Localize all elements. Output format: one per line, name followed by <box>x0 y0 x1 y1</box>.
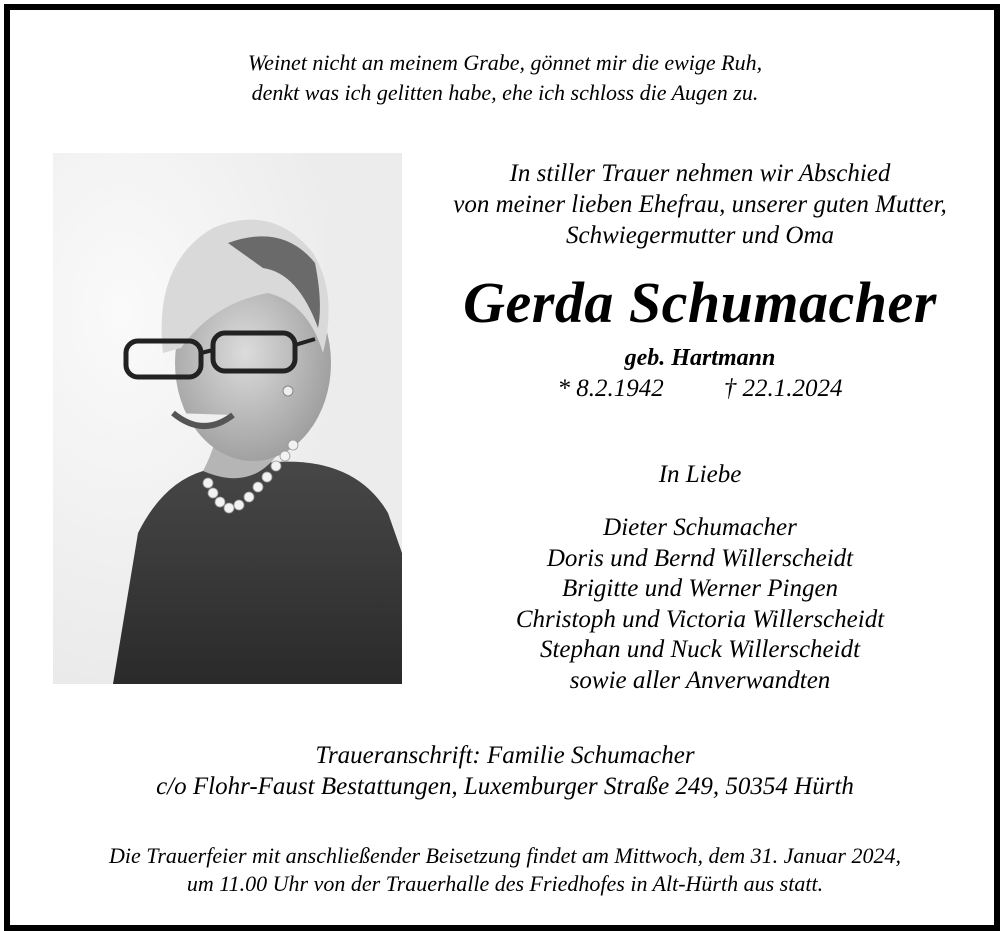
mourner-item: Brigitte und Werner Pingen <box>561 575 839 602</box>
mourner-item: Dieter Schumacher <box>603 514 797 541</box>
death-date: † 22.1.2024 <box>723 375 843 402</box>
ceremony-line-2: um 11.00 Uhr von der Trauerhalle des Friedhofes in Alt-Hürth aus statt. <box>186 871 824 896</box>
intro-line-1: In stiller Trauer nehmen wir Abschied <box>509 160 891 187</box>
ceremony-line-1: Die Trauerfeier mit anschließender Beisetzung findet am Mittwoch, dem 31. Januar 2024, <box>109 843 901 868</box>
maiden-name: geb. Hartmann <box>624 345 776 371</box>
intro-line-3: Schwiegermutter und Oma <box>565 222 835 249</box>
deceased-name: Gerda Schumacher <box>463 270 937 335</box>
intro-line-2: von meiner lieben Ehefrau, unserer guten Mutter, <box>453 191 947 218</box>
life-dates <box>430 374 970 404</box>
mourner-item: sowie aller Anverwandten <box>569 666 831 694</box>
mourner-item: Stephan und Nuck Willerscheidt <box>539 636 861 663</box>
mourners-list <box>430 513 970 696</box>
portrait-photo <box>53 153 402 684</box>
portrait-illustration <box>53 153 402 684</box>
address-line-1: Traueranschrift: Familie Schumacher <box>315 742 695 769</box>
mourner-item: Doris und Bernd Willerscheidt <box>546 544 854 572</box>
love-line: In Liebe <box>658 461 742 488</box>
address-line-2: c/o Flohr-Faust Bestattungen, Luxemburger Straße 249, 50354 Hürth <box>156 773 854 800</box>
motto-line-1: Weinet nicht an meinem Grabe, gönnet mir die ewige Ruh, <box>247 50 763 75</box>
ceremony-notice <box>10 842 1000 898</box>
obituary-frame <box>4 4 1000 931</box>
motto-verse <box>10 48 1000 108</box>
mourning-address <box>10 740 1000 802</box>
motto-line-2: denkt was ich gelitten habe, ehe ich schloss die Augen zu. <box>251 80 759 105</box>
birth-date: * 8.2.1942 <box>557 375 664 402</box>
mourner-item: Christoph und Victoria Willerscheidt <box>515 605 885 633</box>
intro-text <box>430 158 970 251</box>
